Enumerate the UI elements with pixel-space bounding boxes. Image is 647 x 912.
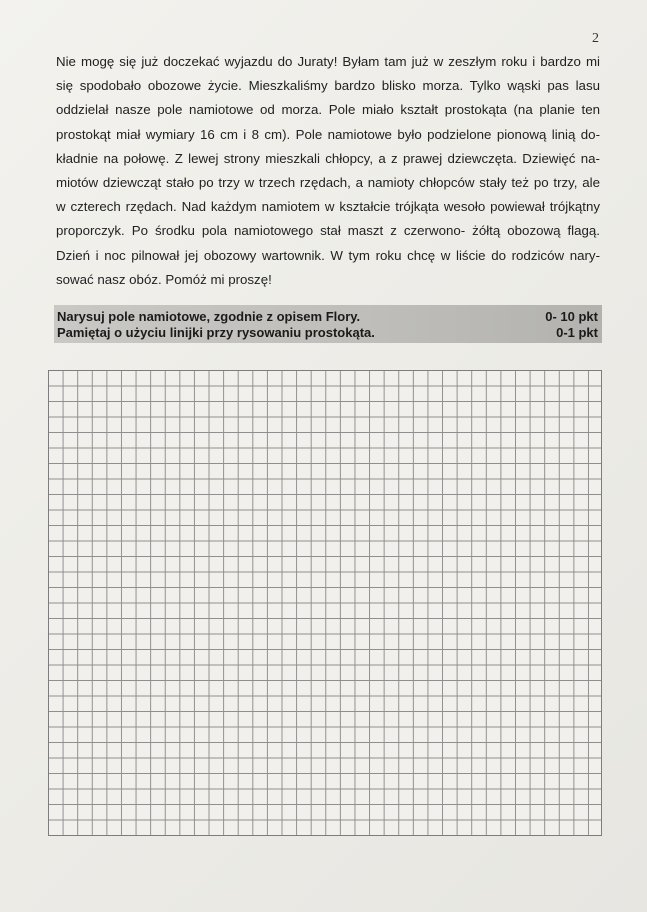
passage-line: miotów dziewcząt stało po trzy w trzech rzędach, a namioty chłopców stały też po trzy, ale <box>56 175 600 191</box>
passage-line: kładnie na połowę. Z lewej strony mieszkali chłopcy, a z prawej dziewczęta. Dziewięć na- <box>56 150 600 166</box>
drawing-grid-area[interactable] <box>48 370 602 836</box>
task-points: 0- 10 pkt <box>545 309 598 324</box>
passage-line: się spodobało obozowe życie. Mieszkaliśmy bardzo blisko morza. Tylko wąski pas lasu <box>56 78 600 94</box>
passage-line: oddzielał nasze pole namiotowe od morza. Pole miało kształt prostokąta (na planie ten <box>56 102 600 118</box>
task-row <box>57 324 598 341</box>
passage-line: Dzień i noc pilnował jej obozowy wartownik. W tym roku chcę w liście do rodziców nary- <box>56 247 600 263</box>
task-row <box>57 308 598 325</box>
passage-line: w czterech rzędach. Nad każdym namiotem w kształcie trójkąta wesoło powiewał trójkątny <box>56 199 600 215</box>
passage-line: proporczyk. Po środku pola namiotowego stał maszt z czerwono- żółtą obozową flagą. <box>56 223 600 239</box>
passage-line: prostokąt miał wymiary 16 cm i 8 cm). Pole namiotowe było podzielone pionową linią do- <box>56 126 600 142</box>
passage-line: sować nasz obóz. Pomóż mi proszę! <box>56 271 272 287</box>
story-passage <box>56 50 600 292</box>
task-points: 0-1 pkt <box>556 325 598 340</box>
task-instruction: Narysuj pole namiotowe, zgodnie z opisem Flory. <box>57 309 361 324</box>
page-number: 2 <box>592 31 599 46</box>
task-instruction-box <box>54 305 602 343</box>
task-instruction: Pamiętaj o użyciu linijki przy rysowaniu prostokąta. <box>57 325 375 340</box>
passage-line: Nie mogę się już doczekać wyjazdu do Juraty! Byłam tam już w zeszłym roku i bardzo mi <box>56 54 600 69</box>
